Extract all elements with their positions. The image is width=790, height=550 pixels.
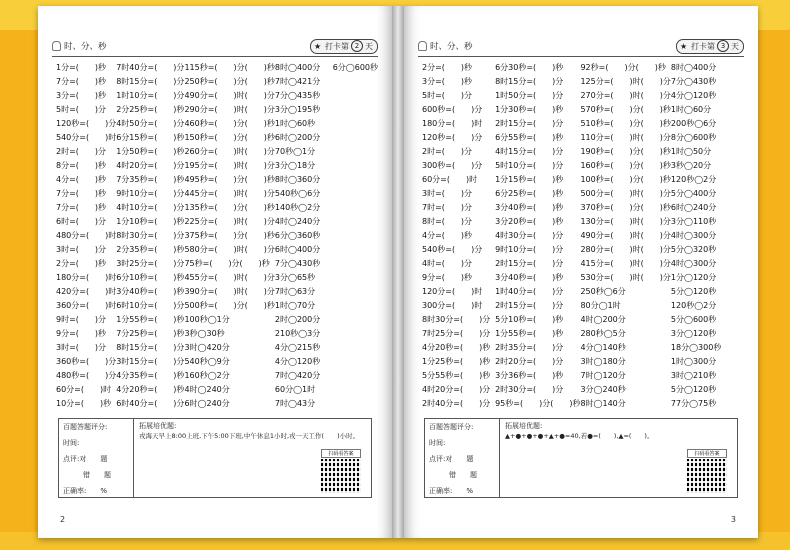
problem-item: 3分◯65秒 (274, 273, 316, 282)
qr-caption: 扫码看答案 (321, 449, 361, 458)
left-problem-grid (56, 61, 378, 411)
problem-item: 580分=( )时( )分 (184, 245, 275, 254)
score-wrong: 错 题 (83, 471, 111, 479)
problem-item: 7时25分=( )分 (422, 329, 491, 338)
problem-item: 500秒=( )分( )秒 (184, 301, 275, 310)
problem-item: 7分=( )秒 (56, 77, 107, 86)
problem-item: 60分◯1时 (274, 385, 316, 394)
problem-item: 5分10秒=( )秒 (495, 315, 564, 324)
problem-item: 4时20分=( )分 (116, 161, 185, 170)
problem-item: 4时◯240分 (184, 385, 230, 394)
right-page-number: 3 (730, 515, 736, 524)
problem-item: 120秒=( )分 (422, 133, 483, 142)
problem-item: 4时10分=( )分 (116, 203, 185, 212)
header-divider (52, 56, 378, 57)
problem-item: 2时15分=( )分 (495, 259, 564, 268)
score-rate: 正确率: % (429, 487, 474, 495)
problem-item: 390分=( )时( )分 (184, 287, 275, 296)
problem-item: 5分◯320秒 (670, 245, 717, 254)
problem-item: 7时◯420分 (274, 371, 321, 380)
problem-item: 3时=( )分 (422, 189, 473, 198)
problem-item: 3分40秒=( )秒 (495, 203, 564, 212)
problem-item: 3分◯195秒 (274, 105, 321, 114)
workbook-spread (38, 6, 758, 538)
problem-item: 3分◯18分 (274, 161, 316, 170)
problem-item: 6时◯240分 (670, 203, 717, 212)
problem-item: 3分36秒=( )秒 (495, 371, 564, 380)
problem-item: 3时15分=( )分 (116, 357, 185, 366)
problem-item: 8时◯360分 (274, 175, 321, 184)
problem-item: 130分=( )时( )分 (580, 217, 671, 226)
header-divider (418, 56, 744, 57)
left-page-number: 2 (60, 515, 66, 524)
problem-item: 200秒◯6分 (670, 119, 717, 128)
problem-item: 4时◯300分 (670, 231, 717, 240)
problem-item: 1分30秒=( )秒 (495, 105, 564, 114)
problem-item: 4分◯120秒 (274, 357, 321, 366)
problem-item: 60分=( )时 (56, 385, 112, 394)
star-icon: ★ (314, 42, 322, 51)
problem-item: 7分◯430秒 (274, 259, 321, 268)
problem-item: 250秒=( )分( )秒 (184, 77, 275, 86)
score-wrong: 错 题 (449, 471, 477, 479)
problem-item: 5分◯600秒 (670, 315, 717, 324)
extension-text: ▲+●+●+●+▲+●=40,若●=( ),▲=( )。 (505, 432, 654, 440)
problem-item: 110分=( )时( )分 (580, 133, 671, 142)
problem-item: 60分=( )时 (422, 175, 478, 184)
problem-item: 6时=( )分 (56, 217, 107, 226)
right-qr (687, 449, 727, 493)
problem-item: 120分=( )时 (422, 287, 483, 296)
problem-item: 360分=( )时 (56, 301, 117, 310)
problem-item: 5时=( )分 (422, 91, 473, 100)
problem-item: 6时10分=( )分 (116, 301, 185, 310)
right-checkin-badge: ★ 打卡第 3 天 (676, 39, 744, 54)
problem-item: 3时◯210秒 (670, 371, 717, 380)
book-gutter (392, 6, 404, 538)
left-extension (139, 421, 367, 441)
problem-item: 3秒◯30秒 (184, 329, 225, 338)
problem-item: 8时◯400分 (274, 63, 321, 72)
problem-item: 8时◯400分 (670, 63, 717, 72)
problem-item: 2分=( )秒 (422, 63, 473, 72)
problem-item: 4时50分=( )分 (116, 119, 185, 128)
problem-item: 7分35秒=( )秒 (116, 175, 185, 184)
problem-item: 3时◯420分 (184, 343, 230, 352)
problem-item: 8时15分=( )分 (495, 77, 564, 86)
problem-item: 10分=( )秒 (56, 399, 112, 408)
problem-item: 375秒=( )分( )秒 (184, 231, 275, 240)
problem-item: 2时35分=( )分 (495, 343, 564, 352)
problem-item: 120秒=( )分 (56, 119, 117, 128)
problem-item: 115秒=( )分( )秒 (184, 63, 275, 72)
problem-item: 530分=( )时( )分 (580, 273, 671, 282)
problem-item: 4分◯120秒 (670, 91, 717, 100)
problem-item: 9分=( )秒 (56, 329, 107, 338)
problem-item: 540秒=( )分 (422, 245, 483, 254)
problem-item: 2时40分=( )分 (422, 399, 491, 408)
problem-item: 180分=( )时 (56, 273, 117, 282)
problem-item: 4分=( )秒 (422, 231, 473, 240)
problem-item: 9分=( )秒 (422, 273, 473, 282)
problem-item: 1时40分=( )分 (495, 287, 564, 296)
extension-title: 拓展培优题: (505, 422, 543, 430)
problem-item: 7分=( )秒 (56, 203, 107, 212)
problem-item: 2时=( )分 (422, 147, 473, 156)
problem-item: 3时25分=( )分 (116, 259, 185, 268)
problem-item: 4时=( )分 (422, 259, 473, 268)
problem-item: 5分◯400分 (670, 189, 717, 198)
problem-item: 6时◯240分 (184, 399, 230, 408)
problem-item: 445分=( )时( )分 (184, 189, 275, 198)
problem-item: 5分55秒=( )秒 (422, 371, 491, 380)
problem-item: 18分◯300秒 (670, 343, 722, 352)
problem-item: 280分=( )时( )分 (580, 245, 671, 254)
right-page (404, 6, 758, 538)
problem-item: 4时◯240分 (274, 217, 321, 226)
problem-item: 140秒◯2分 (274, 203, 321, 212)
clock-mascot-icon (52, 41, 61, 51)
left-title: 时、分、秒 (64, 42, 107, 52)
left-header (52, 40, 378, 54)
problem-item: 3分40秒=( )秒 (495, 273, 564, 282)
problem-item: 4分35秒=( )秒 (116, 371, 185, 380)
problem-item: 500分=( )时( )分 (580, 189, 671, 198)
problem-item: 300秒=( )分 (422, 161, 483, 170)
problem-item: 290分=( )时( )分 (184, 105, 275, 114)
right-problem-grid (422, 61, 744, 411)
right-extension (505, 421, 733, 441)
score-time: 时间: (429, 439, 446, 447)
left-qr (321, 449, 361, 493)
problem-item: 6时◯200分 (274, 133, 321, 142)
problem-item: 75秒=( )分( )秒 (184, 259, 270, 268)
problem-item: 300分=( )时 (422, 301, 483, 310)
problem-item: 5分◯120秒 (670, 287, 717, 296)
problem-item: 8时15分=( )分 (116, 77, 185, 86)
problem-item: 6分25秒=( )秒 (495, 189, 564, 198)
score-check: 点评:对 题 (63, 455, 108, 463)
problem-item: 4分◯140秒 (580, 343, 626, 352)
problem-item: 160秒=( )分( )秒 (580, 161, 671, 170)
problem-item: 3分◯120秒 (670, 329, 717, 338)
problem-item: 540秒◯9分 (184, 357, 230, 366)
problem-item: 3分40秒=( )秒 (116, 287, 185, 296)
right-title: 时、分、秒 (430, 42, 473, 52)
problem-item: 2分35秒=( )秒 (116, 245, 185, 254)
score-rate: 正确率: % (63, 487, 108, 495)
problem-item: 6时40分=( )分 (116, 399, 185, 408)
right-footer-box (424, 418, 738, 498)
star-icon: ★ (680, 42, 688, 51)
score-check: 点评:对 题 (429, 455, 474, 463)
clock-mascot-icon (418, 41, 427, 51)
problem-item: 1分55秒=( )秒 (116, 315, 185, 324)
score-title: 百题答题评分: (63, 423, 108, 431)
problem-item: 6分10秒=( )秒 (116, 273, 185, 282)
problem-item: 570秒=( )分( )秒 (580, 105, 671, 114)
left-score-panel (59, 419, 134, 497)
problem-item: 7时◯43分 (274, 399, 316, 408)
problem-item: 3分20秒=( )秒 (495, 217, 564, 226)
problem-item: 1时10分=( )分 (116, 91, 185, 100)
problem-item: 2时15分=( )分 (495, 119, 564, 128)
problem-item: 4分20秒=( )秒 (116, 385, 185, 394)
problem-item: 8时30分=( )分 (422, 315, 491, 324)
problem-item: 7分◯430秒 (670, 77, 717, 86)
problem-item: 495秒=( )分( )秒 (184, 175, 275, 184)
problem-item: 1时◯60秒 (274, 119, 316, 128)
problem-item: 7时◯120分 (580, 371, 626, 380)
problem-item: 460秒=( )分( )秒 (184, 119, 275, 128)
left-footer-box (58, 418, 372, 498)
problem-item: 100秒=( )分( )秒 (580, 175, 671, 184)
left-page (38, 6, 392, 538)
problem-item: 2分=( )秒 (56, 259, 107, 268)
problem-item: 210秒◯3分 (274, 329, 321, 338)
problem-item: 2时20分=( )分 (495, 357, 564, 366)
problem-item: 1分50秒=( )秒 (116, 147, 185, 156)
problem-item: 3分◯240秒 (580, 385, 626, 394)
problem-item: 510秒=( )分( )秒 (580, 119, 671, 128)
problem-item: 540分=( )时 (56, 133, 117, 142)
left-day-number: 2 (351, 40, 363, 52)
problem-item: 270分=( )时( )分 (580, 91, 671, 100)
problem-item: 190秒=( )分( )秒 (580, 147, 671, 156)
problem-item: 480分=( )时 (56, 231, 117, 240)
problem-item: 80分◯1时 (580, 301, 621, 310)
problem-item: 150秒=( )分( )秒 (184, 133, 275, 142)
problem-item: 1分25秒=( )秒 (422, 357, 491, 366)
problem-item: 4时15分=( )分 (495, 147, 564, 156)
problem-item: 160秒◯2分 (184, 371, 230, 380)
problem-item: 2时=( )分 (56, 147, 107, 156)
problem-item: 3分◯110秒 (670, 217, 717, 226)
problem-item: 7时◯421分 (274, 77, 321, 86)
problem-item: 7时40分=( )分 (116, 63, 185, 72)
problem-item: 5分◯120秒 (670, 385, 717, 394)
problem-item: 280秒◯5分 (580, 329, 626, 338)
problem-item: 120秒◯2分 (670, 175, 717, 184)
problem-item: 7分=( )秒 (56, 189, 107, 198)
problem-item: 4时◯200分 (580, 315, 626, 324)
problem-item: 8分=( )秒 (56, 161, 107, 170)
problem-item: 1时50分=( )分 (495, 91, 564, 100)
problem-item: 8时=( )分 (422, 217, 473, 226)
problem-item: 1时◯300分 (670, 357, 717, 366)
problem-item: 135秒=( )分( )秒 (184, 203, 275, 212)
problem-item: 1分10秒=( )秒 (116, 217, 185, 226)
problem-item: 250秒◯6分 (580, 287, 626, 296)
problem-item: 195分=( )时( )分 (184, 161, 275, 170)
problem-item: 6分30秒=( )秒 (495, 63, 564, 72)
problem-item: 480秒=( )分 (56, 371, 117, 380)
problem-item: 3时◯180分 (580, 357, 626, 366)
problem-item: 3分=( )秒 (56, 91, 107, 100)
problem-item: 95秒=( )分( )秒 (495, 399, 581, 408)
problem-item: 3分=( )秒 (422, 77, 473, 86)
problem-item: 2时15分=( )分 (495, 301, 564, 310)
problem-item: 6分55秒=( )秒 (495, 133, 564, 142)
problem-item: 3时=( )分 (56, 343, 107, 352)
problem-item: 8时30分=( )分 (116, 231, 185, 240)
problem-item: 420分=( )时 (56, 287, 117, 296)
extension-title: 拓展培优题: (139, 422, 177, 430)
problem-item: 9时10分=( )分 (116, 189, 185, 198)
problem-item: 4时30分=( )分 (495, 231, 564, 240)
problem-item: 8时◯140分 (580, 399, 626, 408)
problem-item: 6分15秒=( )秒 (116, 133, 185, 142)
score-time: 时间: (63, 439, 80, 447)
problem-item: 100秒◯1分 (184, 315, 230, 324)
problem-item: 4分◯215秒 (274, 343, 321, 352)
problem-item: 2时◯200分 (274, 315, 321, 324)
problem-item: 6分◯360秒 (274, 231, 321, 240)
problem-item: 540秒◯6分 (274, 189, 321, 198)
problem-item: 4时20分=( )分 (422, 385, 491, 394)
problem-item: 415分=( )时( )分 (580, 259, 671, 268)
problem-item: 1时◯70分 (274, 301, 316, 310)
problem-item: 120秒◯2分 (670, 301, 717, 310)
problem-item: 7时◯63分 (274, 287, 316, 296)
problem-item: 7分25秒=( )秒 (116, 329, 185, 338)
problem-item: 3秒◯20分 (670, 161, 712, 170)
problem-item: 180分=( )时 (422, 119, 483, 128)
problem-item: 1时◯50分 (670, 147, 712, 156)
problem-item: 1分55秒=( )秒 (495, 329, 564, 338)
problem-item: 8分◯600秒 (670, 133, 717, 142)
problem-item: 600秒=( )分 (422, 105, 483, 114)
problem-item: 1分◯120分 (670, 273, 717, 282)
qr-code-icon (321, 459, 361, 493)
problem-item: 92秒=( )分( )秒 (580, 63, 666, 72)
problem-item: 125分=( )时( )分 (580, 77, 671, 86)
problem-item: 7时=( )分 (422, 203, 473, 212)
problem-item: 70秒◯1分 (274, 147, 316, 156)
problem-item: 4分20秒=( )秒 (422, 343, 491, 352)
problem-item: 77分◯75秒 (670, 399, 717, 408)
problem-item: 4分=( )秒 (56, 175, 107, 184)
problem-item: 9时10分=( )分 (495, 245, 564, 254)
problem-item: 9时=( )分 (56, 315, 107, 324)
problem-item: 1分=( )秒 (56, 63, 107, 72)
problem-item: 8时15分=( )分 (116, 343, 185, 352)
problem-item: 5时10分=( )分 (495, 161, 564, 170)
problem-item: 3时=( )分 (56, 245, 107, 254)
problem-item: 2时30分=( )分 (495, 385, 564, 394)
problem-item: 360秒=( )分 (56, 357, 117, 366)
score-title: 百题答题评分: (429, 423, 474, 431)
right-day-number: 3 (717, 40, 729, 52)
qr-caption: 扫码看答案 (687, 449, 727, 458)
qr-code-icon (687, 459, 727, 493)
problem-item: 6分◯600秒 (332, 63, 378, 72)
problem-item: 2分25秒=( )秒 (116, 105, 185, 114)
left-checkin-badge: ★ 打卡第 2 天 (310, 39, 378, 54)
problem-item: 370秒=( )分( )秒 (580, 203, 671, 212)
problem-item: 490分=( )时( )分 (580, 231, 671, 240)
right-header (418, 40, 744, 54)
problem-item: 455分=( )时( )分 (184, 273, 275, 282)
problem-item: 6时◯400分 (274, 245, 321, 254)
problem-item: 225分=( )时( )分 (184, 217, 275, 226)
right-score-panel (425, 419, 500, 497)
problem-item: 1时◯60分 (670, 105, 712, 114)
extension-text: 戎海天早上8:00上班,下午5:00下班,中午休息1小时,戎一天工作( )小时。 (139, 432, 360, 440)
problem-item: 7分◯435秒 (274, 91, 321, 100)
problem-item: 490分=( )时( )分 (184, 91, 275, 100)
problem-item: 1分15秒=( )秒 (495, 175, 564, 184)
problem-item: 260分=( )时( )分 (184, 147, 275, 156)
problem-item: 4时◯300分 (670, 259, 717, 268)
problem-item: 5时=( )分 (56, 105, 107, 114)
